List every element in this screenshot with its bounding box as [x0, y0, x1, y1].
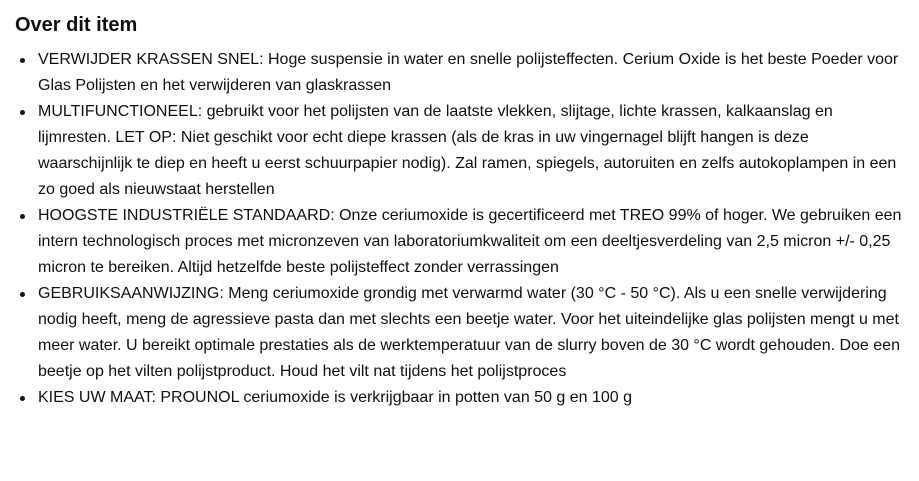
- feature-bullet-text: GEBRUIKSAANWIJZING: Meng ceriumoxide grondig met verwarmd water (30 °C - 50 °C). Als u een snelle verwijdering nodig heeft, meng de agressieve pasta dan met slechts een beetje water. Voor het uiteindelijke glas polijsten mengt u met meer water. U bereikt optimale prestaties als de werktemperatuur van de slurry boven de 30 °C wordt gehouden. Doe een beetje op het vilten polijstproduct. Houd het vilt nat tijdens het polijstproces: [38, 285, 900, 380]
- feature-bullet: [15, 99, 905, 203]
- bullet-dot-icon: [20, 396, 25, 401]
- feature-bullet: [15, 47, 905, 99]
- bullet-dot-icon: [20, 58, 25, 63]
- feature-bullet: [15, 281, 905, 385]
- feature-bullet: [15, 385, 905, 411]
- feature-bullet: [15, 203, 905, 281]
- feature-bullet-text: MULTIFUNCTIONEEL: gebruikt voor het polijsten van de laatste vlekken, slijtage, lichte krassen, kalkaanslag en lijmresten. LET OP: Niet geschikt voor echt diepe krassen (als de kras in uw vingernagel blijft hangen is deze waarschijnlijk te diep en heeft u eerst schuurpapier nodig). Zal ramen, spiegels, autoruiten en zelfs autokoplampen in een zo goed als nieuwstaat herstellen: [38, 103, 897, 198]
- feature-bullet-text: HOOGSTE INDUSTRIËLE STANDAARD: Onze ceriumoxide is gecertificeerd met TREO 99% of hoger. We gebruiken een intern technologisch proces met micronzeven van laboratoriumkwaliteit om een deeltjesverdeling van 2,5 micron +/- 0,25 micron te bereiken. Altijd hetzelfde beste polijsteffect zonder verrassingen: [38, 207, 902, 276]
- feature-bullet-text: VERWIJDER KRASSEN SNEL: Hoge suspensie in water en snelle polijsteffecten. Cerium Oxide is het beste Poeder voor Glas Polijsten en het verwijderen van glaskrassen: [38, 51, 899, 94]
- bullet-dot-icon: [20, 292, 25, 297]
- bullet-dot-icon: [20, 110, 25, 115]
- feature-bullet-list: [15, 47, 905, 411]
- section-title: Over dit item: [15, 14, 138, 36]
- feature-bullet-text: KIES UW MAAT: PROUNOL ceriumoxide is verkrijgbaar in potten van 50 g en 100 g: [38, 389, 633, 406]
- bullet-dot-icon: [20, 214, 25, 219]
